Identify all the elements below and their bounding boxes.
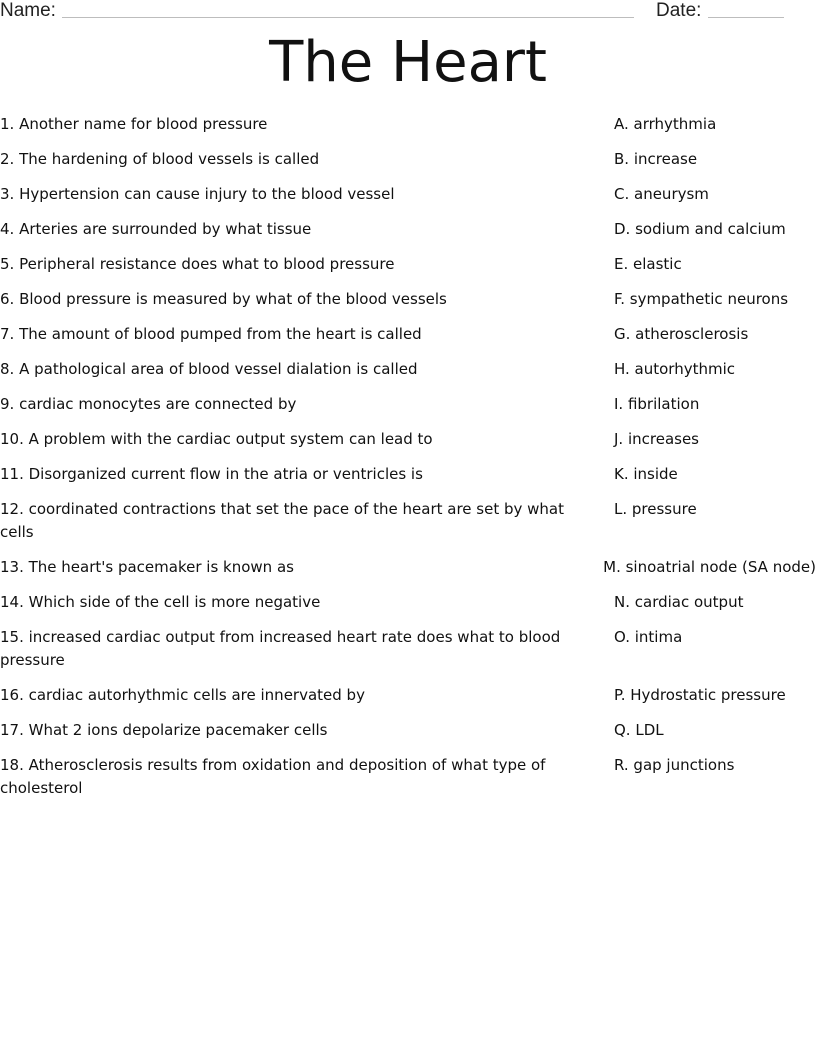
- matching-row: [0, 556, 816, 579]
- answer-item: I. fibrilation: [614, 395, 700, 413]
- matching-row: [0, 463, 816, 486]
- question-item: 15. increased cardiac output from increased heart rate does what to blood pressure: [0, 628, 561, 669]
- answer-item: N. cardiac output: [614, 593, 744, 611]
- matching-row: [0, 393, 816, 416]
- answer-item: F. sympathetic neurons: [614, 290, 789, 308]
- answer-item: A. arrhythmia: [614, 115, 717, 133]
- question-item: 14. Which side of the cell is more negative: [0, 593, 321, 611]
- matching-list: [0, 113, 816, 812]
- question-item: 16. cardiac autorhythmic cells are innervated by: [0, 686, 365, 704]
- question-item: 17. What 2 ions depolarize pacemaker cells: [0, 721, 328, 739]
- question-item: 3. Hypertension can cause injury to the blood vessel: [0, 185, 395, 203]
- question-item: 4. Arteries are surrounded by what tissue: [0, 220, 312, 238]
- matching-row: [0, 288, 816, 311]
- question-item: 12. coordinated contractions that set the pace of the heart are set by what cells: [0, 500, 565, 541]
- answer-item: P. Hydrostatic pressure: [614, 686, 786, 704]
- matching-row: [0, 218, 816, 241]
- page-title: The Heart: [269, 30, 547, 95]
- matching-row: [0, 754, 816, 800]
- name-label: Name:: [0, 0, 56, 21]
- answer-item: D. sodium and calcium: [614, 220, 786, 238]
- matching-row: [0, 148, 816, 171]
- matching-row: [0, 253, 816, 276]
- question-item: 6. Blood pressure is measured by what of the blood vessels: [0, 290, 447, 308]
- question-item: 2. The hardening of blood vessels is called: [0, 150, 320, 168]
- answer-item: B. increase: [614, 150, 698, 168]
- answer-item: K. inside: [614, 465, 678, 483]
- question-item: 7. The amount of blood pumped from the heart is called: [0, 325, 422, 343]
- matching-row: [0, 428, 816, 451]
- answer-item: E. elastic: [614, 255, 682, 273]
- question-item: 5. Peripheral resistance does what to blood pressure: [0, 255, 395, 273]
- question-item: 10. A problem with the cardiac output system can lead to: [0, 430, 433, 448]
- question-item: 11. Disorganized current flow in the atria or ventricles is: [0, 465, 423, 483]
- answer-item: C. aneurysm: [614, 185, 709, 203]
- question-item: 1. Another name for blood pressure: [0, 115, 268, 133]
- matching-row: [0, 591, 816, 614]
- worksheet-header: [0, 0, 816, 24]
- answer-item: Q. LDL: [614, 721, 664, 739]
- matching-row: [0, 358, 816, 381]
- matching-row: [0, 626, 816, 672]
- answer-item: G. atherosclerosis: [614, 325, 749, 343]
- matching-row: [0, 323, 816, 346]
- answer-item: L. pressure: [614, 500, 697, 518]
- question-item: 18. Atherosclerosis results from oxidation and deposition of what type of cholesterol: [0, 756, 546, 797]
- matching-row: [0, 113, 816, 136]
- answer-item: R. gap junctions: [614, 756, 735, 774]
- date-blank-line: [708, 17, 784, 18]
- matching-row: [0, 684, 816, 707]
- matching-row: [0, 719, 816, 742]
- answer-item: H. autorhythmic: [614, 360, 736, 378]
- question-item: 9. cardiac monocytes are connected by: [0, 395, 297, 413]
- matching-row: [0, 498, 816, 544]
- matching-row: [0, 183, 816, 206]
- date-label: Date:: [656, 0, 702, 21]
- name-blank-line: [62, 17, 634, 18]
- answer-item: J. increases: [614, 430, 699, 448]
- question-item: 13. The heart's pacemaker is known as: [0, 558, 294, 576]
- question-item: 8. A pathological area of blood vessel dialation is called: [0, 360, 418, 378]
- answer-item: M. sinoatrial node (SA node): [603, 558, 816, 576]
- answer-item: O. intima: [614, 628, 683, 646]
